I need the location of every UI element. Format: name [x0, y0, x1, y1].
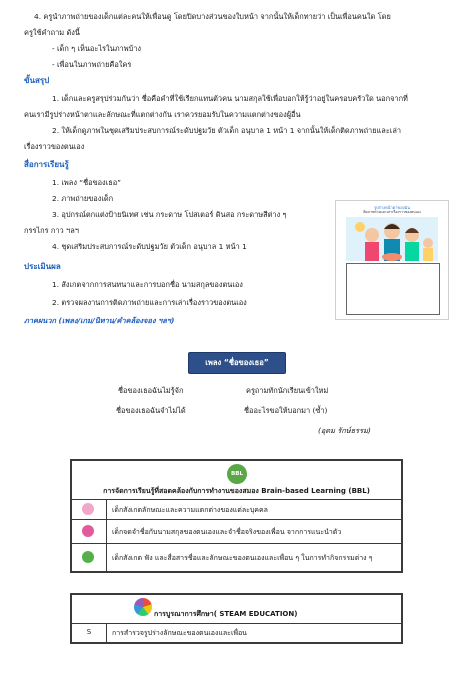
- lyric-line-2b: ชื่ออะไรขอให้บอกมา (ซ้ำ): [244, 406, 328, 415]
- bbl-title: การจัดการเรียนรู้ที่สอดคล้องกับการทำงานของสมอง Brain-based Learning (BBL): [103, 487, 370, 495]
- photo-placeholder-box: [346, 263, 440, 315]
- conclusion-p2-line-2: เรื่องราวของตนเอง: [24, 142, 85, 151]
- bbl-row-text: เด็กสังเกตลักษณะและความแตกต่างของแต่ละบุคคล: [112, 506, 268, 514]
- steam-title: การบูรณาการศึกษา( STEAM EDUCATION): [154, 610, 298, 618]
- steam-row: [72, 623, 401, 642]
- bbl-row-text: เด็กจดจำชื่อกับนามสกุลของตนเองและจำชื่อจริงของเพื่อน จากการแนะนำตัว: [112, 528, 342, 536]
- lyric-line-1a: ชื่อของเธอฉันไม่รู้จัก: [118, 386, 184, 395]
- bbl-row: [72, 519, 401, 544]
- steam-row-text: การสำรวจรูปร่างลักษณะของตนเองและเพื่อน: [112, 629, 247, 637]
- evaluation-item-2: 2. ตรวจผลงานการติดภาพถ่ายและการเล่าเรื่องราวของตนเอง: [52, 298, 247, 307]
- conclusion-p1-line-2: คนเรามีรูปร่างหน้าตาและลักษณะที่แตกต่างกัน เราควรยอมรับในความแตกต่างของผู้อื่น: [24, 110, 301, 119]
- intro-question-1: - เด็ก ๆ เห็นอะไรในภาพบ้าง: [52, 44, 142, 53]
- material-item-4: 4. ชุดเสริมประสบการณ์ระดับปฐมวัย ตัวเด็ก อนุบาล 1 หน้า 1: [52, 242, 247, 251]
- bbl-pink-circle-icon: [82, 503, 94, 515]
- bbl-row-text: เด็กสังเกต ฟัง และสื่อสารชื่อและลักษณะของตนเองและเพื่อน ๆ ในการทำกิจกรรมต่าง ๆ: [112, 554, 373, 562]
- material-item-2: 2. ภาพถ่ายของเด็ก: [52, 194, 114, 203]
- bbl-row: [72, 499, 401, 520]
- appendix-heading: ภาคผนวก (เพลง/เกม/นิทาน/คำคล้องจอง ฯลฯ): [24, 316, 175, 325]
- worksheet-thumbnail: [335, 200, 449, 320]
- bbl-pink-head-icon: [82, 525, 94, 537]
- intro-line-1: 4. ครูนำภาพถ่ายของเด็กแต่ละคนให้เพื่อนดู โดยปิดบางส่วนของใบหน้า จากนั้นให้เด็กทายว่า เป็นเพื่อนคนใด โดย: [34, 12, 391, 21]
- song-credit: (อุดม รักษ์ธรรม): [318, 426, 371, 435]
- lyric-line-1b: ครูถามทักนักเรียนเข้าใหม่: [246, 386, 329, 395]
- evaluation-heading: ประเมินผล: [24, 262, 61, 271]
- bbl-logo-icon: BBL: [227, 464, 247, 484]
- material-item-1: 1. เพลง “ชื่อของเธอ”: [52, 178, 121, 187]
- steam-table: [70, 593, 403, 644]
- worksheet-title: รูปร่างหน้าตาของฉัน: [373, 205, 411, 210]
- bbl-row: [72, 543, 401, 571]
- evaluation-item-1: 1. สังเกตจากการสนทนาและการบอกชื่อ นามสกุลของตนเอง: [52, 280, 243, 289]
- worksheet-subtitle: ติดภาพถ่ายและเล่าเรื่องราวของตนเอง: [363, 210, 421, 214]
- song-title-banner: เพลง “ชื่อของเธอ”: [188, 352, 286, 374]
- conclusion-p2-line-1: 2. ให้เด็กดูภาพในชุดเสริมประสบการณ์ระดับปฐมวัย ตัวเด็ก อนุบาล 1 หน้า 1 จากนั้นให้เด็กติดภาพถ่ายและเล่า: [52, 126, 402, 135]
- steam-header: [72, 595, 401, 624]
- conclusion-p1-line-1: 1. เด็กและครูสรุปร่วมกันว่า ชื่อคือคำที่ใช้เรียกแทนตัวคน นามสกุลใช้เพื่อบอกให้รู้ว่าอยู่ในครอบครัวใด นอกจากที่: [52, 94, 408, 103]
- intro-line-2: ครูใช้คำถาม ดังนี้: [24, 28, 80, 37]
- intro-question-2: - เพื่อนในภาพถ่ายคือใคร: [52, 60, 132, 69]
- family-illustration: [346, 217, 438, 261]
- bbl-green-head-icon: [82, 551, 94, 563]
- material-item-3: 3. อุปกรณ์ตกแต่งป้ายนิเทศ เช่น กระดาษ โปสเตอร์ ดินสอ กระดาษสีต่าง ๆ: [52, 210, 287, 219]
- lyric-line-2a: ชื่อของเธอฉันจำไม่ได้: [116, 406, 186, 415]
- steam-logo-icon: [134, 598, 152, 616]
- materials-heading: สื่อการเรียนรู้: [24, 160, 69, 169]
- conclusion-heading: ขั้นสรุป: [24, 76, 50, 85]
- material-item-3-cont: กรรไกร กาว ฯลฯ: [24, 226, 79, 235]
- bbl-header: [72, 461, 401, 500]
- steam-letter: S: [72, 623, 107, 642]
- bbl-table: [70, 459, 403, 573]
